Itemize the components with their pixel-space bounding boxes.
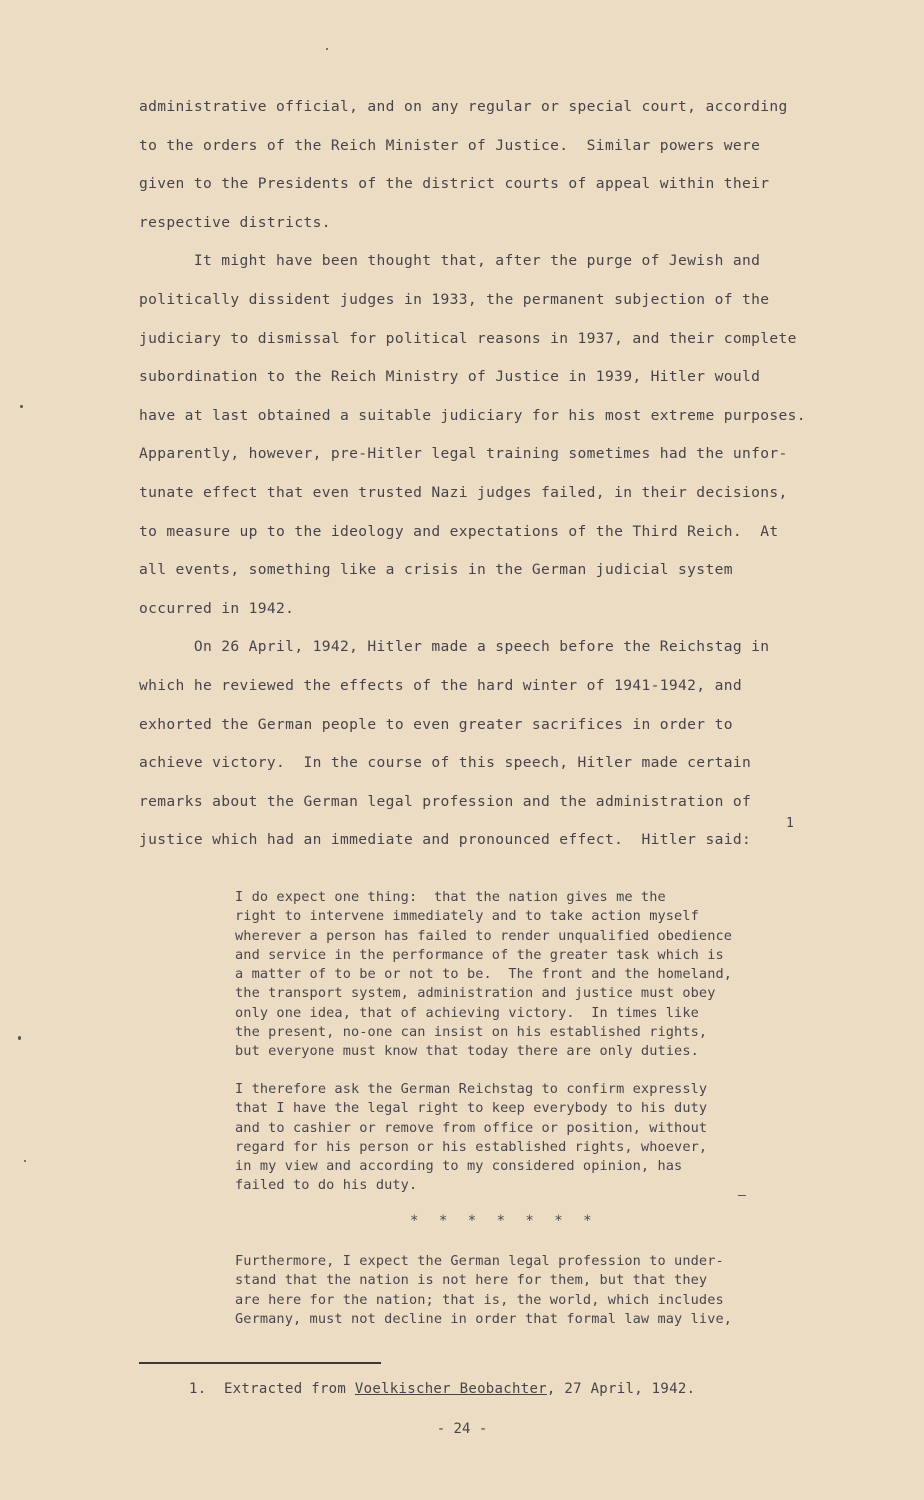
body-line: Apparently, however, pre-Hitler legal training sometimes had the unfor- <box>139 445 788 463</box>
body-line: exhorted the German people to even greater sacrifices in order to <box>139 715 733 733</box>
paper-speck <box>738 1195 746 1196</box>
body-line: judiciary to dismissal for political reasons in 1937, and their complete <box>139 329 797 347</box>
body-line: to measure up to the ideology and expectations of the Third Reich. At <box>139 522 779 540</box>
paper-speck <box>24 1160 26 1162</box>
body-line: It might have been thought that, after the purge of Jewish and <box>139 252 761 270</box>
footnote-prefix: Extracted from <box>223 1381 355 1397</box>
body-line: tunate effect that even trusted Nazi judges failed, in their decisions, <box>139 484 788 501</box>
body-line: which he reviewed the effects of the hard winter of 1941-1942, and <box>139 677 742 694</box>
footnote-source-title: Voelkischer Beobachter <box>354 1381 547 1397</box>
footnote-separator-line <box>139 1362 381 1364</box>
body-line: occurred in 1942. <box>139 599 295 617</box>
body-line: administrative official, and on any regular or special court, according <box>139 98 788 115</box>
body-line: all events, something like a crisis in the German judicial system <box>139 561 733 579</box>
body-line: subordination to the Reich Ministry of Justice in 1939, Hitler would <box>139 368 761 386</box>
body-line: given to the Presidents of the district courts of appeal within their <box>139 175 770 193</box>
quote-paragraph-1: I do expect one thing: that the nation gives me the right to intervene immediately and to take action myself wherever a person has failed to render unqualified obedience and service in the performance of the greater task which is a matter of to be or not to be. The front and the homeland, the transport system, administration and justice must obey only one idea, that of achieving victory. In times like the present, no-one can insist on his established rights, but everyone must know that today there are only duties. <box>235 889 733 1060</box>
body-line: remarks about the German legal profession and the administration of <box>139 792 752 810</box>
footnote-number: 1. <box>189 1381 207 1397</box>
body-line: to the orders of the Reich Minister of Justice. Similar powers were <box>139 136 761 154</box>
page-number: - 24 - <box>436 1421 488 1437</box>
body-line: justice which had an immediate and pronounced effect. Hitler said: <box>139 831 752 849</box>
footnote-marker: 1 <box>786 816 794 831</box>
footnote <box>189 1381 695 1397</box>
quote-paragraph-2: I therefore ask the German Reichstag to confirm expressly that I have the legal right to keep everybody to his duty and to cashier or remove from office or position, without regard for his person or his established rights, whoever, in my view and according to my considered opinion, has failed to do his duty. <box>235 1081 708 1194</box>
paper-speck <box>20 405 23 408</box>
body-line: achieve victory. In the course of this speech, Hitler made certain <box>139 754 752 772</box>
section-separator-stars: * * * * * * * <box>410 1213 598 1229</box>
body-line: have at last obtained a suitable judiciary for his most extreme purposes. <box>139 406 806 424</box>
body-line: On 26 April, 1942, Hitler made a speech before the Reichstag in <box>139 638 770 656</box>
paper-speck <box>326 48 328 50</box>
paper-speck <box>18 1036 21 1040</box>
quote-paragraph-3: Furthermore, I expect the German legal profession to under- stand that the nation is not here for them, but that they are here for the nation; that is, the world, which includes Germany, must not decline in order that formal law may live, <box>235 1253 733 1327</box>
body-line: respective districts. <box>139 213 331 231</box>
body-line: politically dissident judges in 1933, the permanent subjection of the <box>139 291 770 308</box>
footnote-suffix: , 27 April, 1942. <box>546 1381 696 1397</box>
